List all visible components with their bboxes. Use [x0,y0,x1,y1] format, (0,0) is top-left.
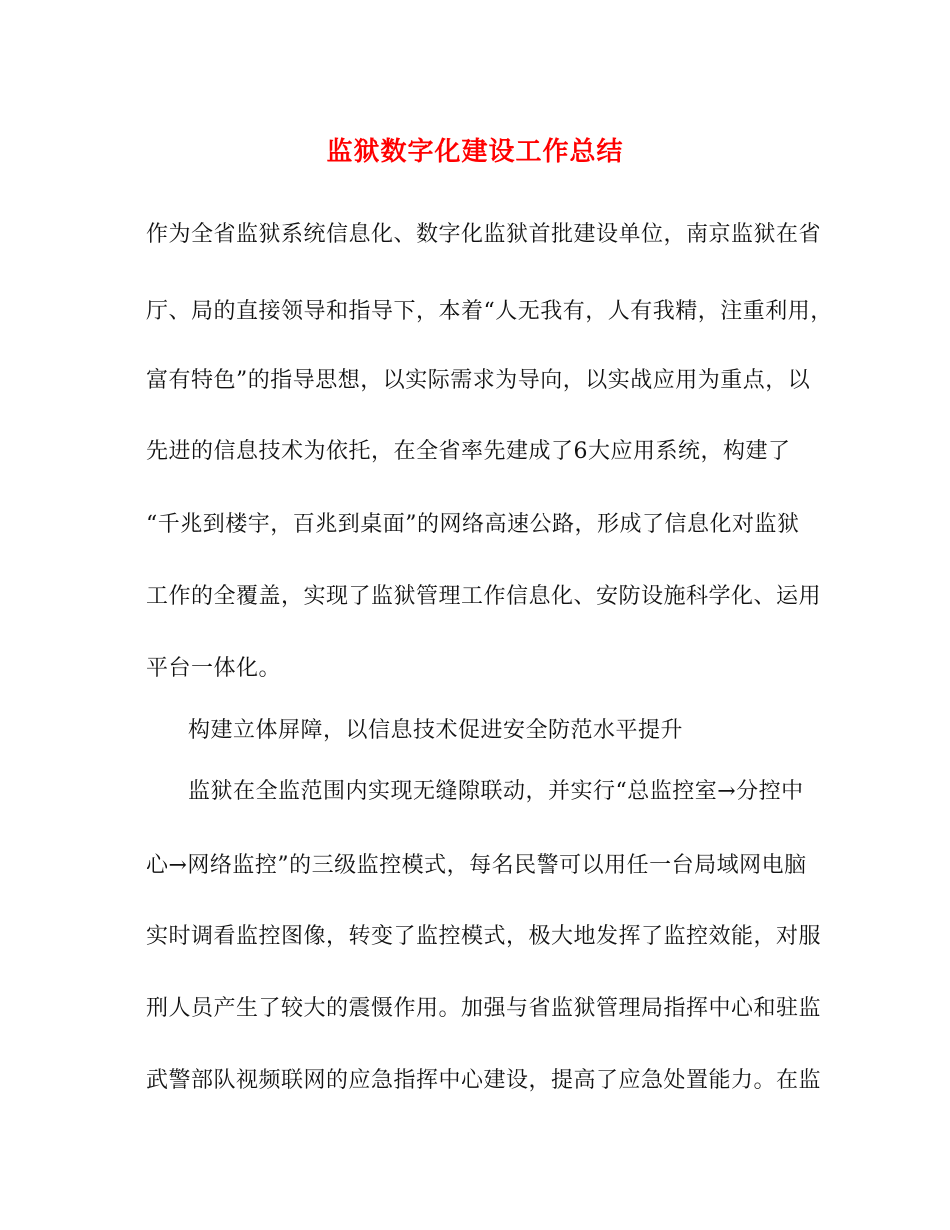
body-line-7: 平台一体化。 [146,656,282,681]
section-heading: 构建立体屏障，以信息技术促进安全防范水平提升 [188,718,684,743]
body-line-6: 工作的全覆盖，实现了监狱管理工作信息化、安防设施科学化、运用 [146,584,822,609]
body-line-3: 富有特色”的指导思想，以实际需求为导向，以实战应用为重点，以 [146,368,811,393]
body-line-1: 作为全省监狱系统信息化、数字化监狱首批建设单位，南京监狱在省 [146,222,822,247]
body-line-5: “千兆到楼宇，百兆到桌面”的网络高速公路，形成了信息化对监狱 [146,512,800,537]
body-line-12: 武警部队视频联网的应急指挥中心建设，提高了应急处置能力。在监 [146,1068,822,1093]
body-line-2: 厅、局的直接领导和指导下，本着“人无我有，人有我精，注重利用， [146,299,833,324]
body-line-9: 心→网络监控”的三级监控模式，每名民警可以用任一台局域网电脑 [146,853,807,878]
document-title: 监狱数字化建设工作总结 [326,137,624,167]
body-line-4: 先进的信息技术为依托，在全省率先建成了6大应用系统，构建了 [146,439,791,464]
body-line-11: 刑人员产生了较大的震慑作用。加强与省监狱管理局指挥中心和驻监 [146,996,822,1021]
body-line-10: 实时调看监控图像，转变了监控模式，极大地发挥了监控效能，对服 [146,924,822,949]
body-line-8: 监狱在全监范围内实现无缝隙联动，并实行“总监控室→分控中 [188,779,804,804]
